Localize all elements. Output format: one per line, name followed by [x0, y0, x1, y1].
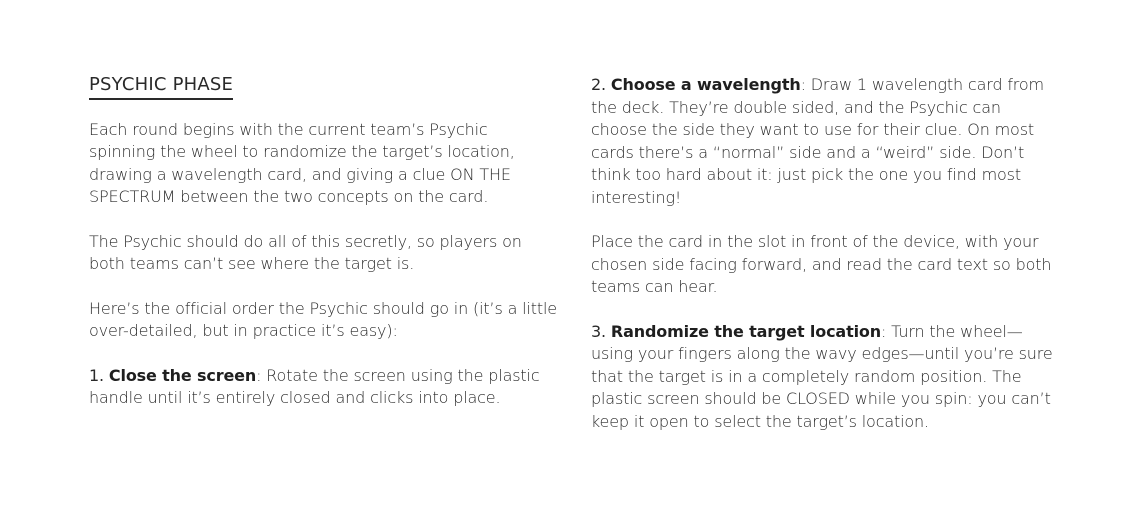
right-column: [591, 74, 1061, 455]
step-title: Choose a wavelength: [610, 75, 801, 94]
step-number: 1.: [89, 365, 104, 385]
section-heading: PSYCHIC PHASE: [89, 74, 233, 100]
step-title: Close the screen: [108, 365, 257, 385]
step-text: : Rotate the screen using the plastic handle until it’s entirely closed and clicks into place.: [89, 365, 540, 407]
order-paragraph: Here’s the official order the Psychic should go in (it’s a little over-detailed, but in practice it’s easy):: [89, 298, 557, 340]
place-card-paragraph: Place the card in the slot in front of the device, with your chosen side facing forward, and read the card text so both teams can hear.: [591, 232, 1052, 296]
secrecy-paragraph: The Psychic should do all of this secretly, so players on both teams can’t see where the target is.: [89, 231, 522, 273]
step-text: : Turn the wheel—using your fingers along the wavy edges—until you’re sure that the target is in a completely random position. The plastic screen should be CLOSED while you spin: you can’t keep it open to select the target’s location.: [591, 321, 1053, 431]
step-number: 3.: [591, 321, 606, 341]
step-close-screen: [89, 365, 557, 410]
step-title: Randomize the target location: [610, 321, 881, 341]
step-text: : Draw 1 wavelength card from the deck. They’re double sided, and the Psychic can choose the side they want to use for their clue. On most cards there’s a “normal” side and a “weird” side. Don’t think too hard about it: just pick the one you find most interesting!: [591, 75, 1044, 207]
left-column: [89, 74, 557, 432]
step-randomize-target: [591, 321, 1061, 434]
step-choose-wavelength: [591, 74, 1061, 209]
step-number: 2.: [591, 75, 606, 94]
intro-paragraph: Each round begins with the current team’s Psychic spinning the wheel to randomize the target’s location, drawing a wavelength card, and giving a clue ON THE SPECTRUM between the two concepts on the card.: [89, 119, 515, 206]
